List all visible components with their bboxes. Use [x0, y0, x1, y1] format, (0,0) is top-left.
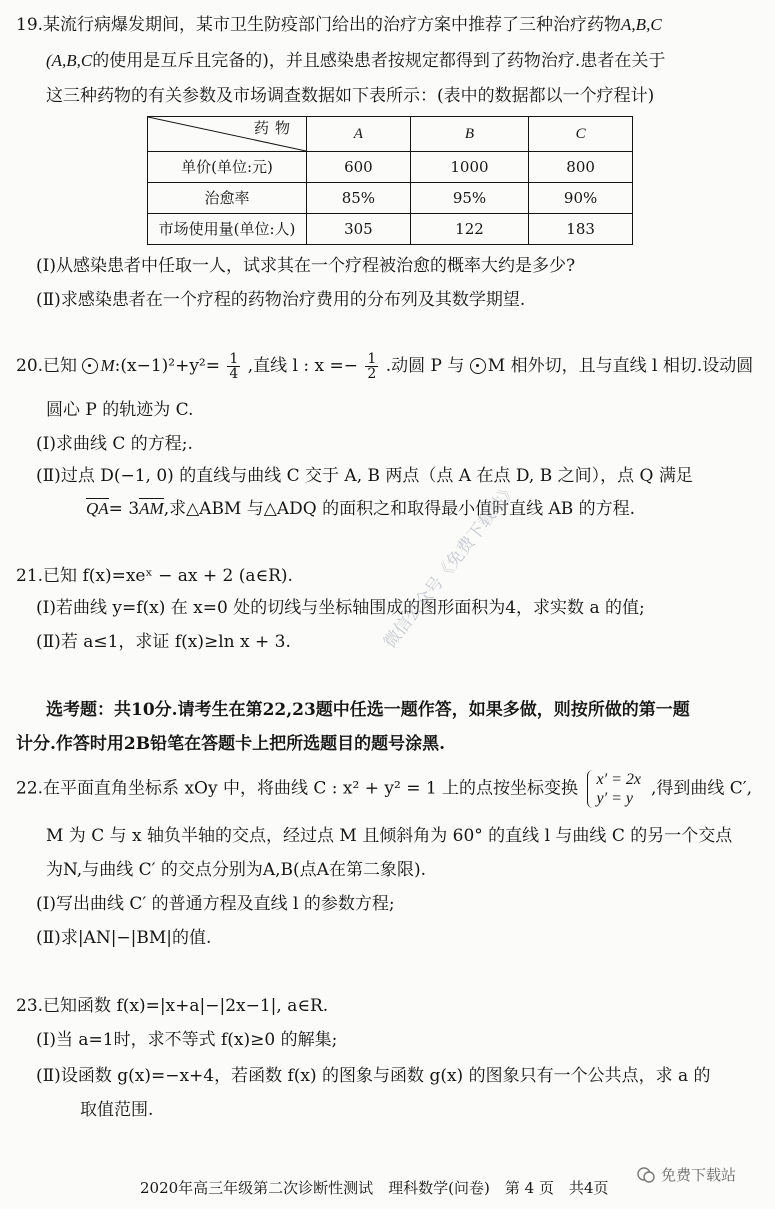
- vector-am: AM: [139, 499, 164, 518]
- circle-symbol-icon: [82, 358, 98, 374]
- q19-line1: 19.某流行病爆发期间，某市卫生防疫部门给出的治疗方案中推荐了三种治疗药物A,B,C: [16, 15, 662, 35]
- table-cell: 85%: [307, 183, 411, 214]
- fraction-quarter: $\frac{1}{4}$: [229, 351, 239, 382]
- table-corner-cell: 药物: [148, 117, 307, 152]
- optional-note-line2: 计分.作答时用2B铅笔在答题卡上把所选题目的题号涂黑.: [16, 734, 446, 754]
- q21-part2: (Ⅱ)若 a≤1，求证 f(x)≥ln x + 3.: [36, 632, 291, 652]
- table-cell: 600: [307, 152, 411, 183]
- table-cell: 305: [307, 214, 411, 245]
- q21-line1: 21.已知 f(x)=xeˣ − ax + 2 (a∈R).: [16, 566, 293, 586]
- optional-note-line1: 选考题：共10分.请考生在第22,23题中任选一题作答，如果多做，则按所做的第一题: [46, 700, 690, 720]
- fraction-half: $\frac{1}{2}$: [367, 351, 377, 382]
- logo: 免费下载站: [637, 1166, 736, 1185]
- q22-part2: (Ⅱ)求|AN|−|BM|的值.: [36, 928, 212, 948]
- q23-part1: (Ⅰ)当 a=1时，求不等式 f(x)≥0 的解集;: [36, 1030, 338, 1050]
- q23-part2b: 取值范围.: [80, 1100, 154, 1120]
- coordinate-transform-system: x′ = 2x y′ = y: [587, 770, 647, 808]
- table-row-label: 单价(单位:元): [148, 152, 307, 183]
- q19-line3: 这三种药物的有关参数及市场调查数据如下表所示：(表中的数据都以一个疗程计): [46, 86, 655, 106]
- vector-qa: QA: [86, 499, 109, 518]
- page-footer: 2020年高三年级第二次诊断性测试 理科数学(问卷) 第 4 页 共4页: [140, 1179, 609, 1197]
- q22-line1: 22.在平面直角坐标系 xOy 中，将曲线 C : x² + y² = 1 上的点按坐标变换 x′ = 2x y′ = y ,得到曲线 C′,: [16, 771, 753, 808]
- q22-line3: 为N,与曲线 C′ 的交点分别为A,B(点A在第二象限).: [46, 860, 426, 880]
- table-row: [148, 183, 633, 214]
- watermark: 微信公众号《免费下载站》: [380, 479, 522, 653]
- q22-line2: M 为 C 与 x 轴负半轴的交点，经过点 M 且倾斜角为 60° 的直线 l 与曲线 C 的另一个交点: [46, 826, 733, 846]
- table-cell: 1000: [410, 152, 528, 183]
- q20-part2b: QA= 3AM,求△ABM 与△ADQ 的面积之和取得最小值时直线 AB 的方程.: [86, 499, 636, 519]
- q20-part2a: (Ⅱ)过点 D(−1, 0) 的直线与曲线 C 交于 A, B 两点（点 A 在点 D, B 之间），点 Q 满足: [36, 466, 693, 486]
- table-cell: 183: [529, 214, 633, 245]
- q19-part2: (Ⅱ)求感染患者在一个疗程的药物治疗费用的分布列及其数学期望.: [36, 290, 526, 310]
- q20-line2: 圆心 P 的轨迹为 C.: [46, 400, 194, 420]
- table-row: [148, 214, 633, 245]
- q19-part1: (Ⅰ)从感染患者中任取一人，试求其在一个疗程被治愈的概率大约是多少?: [36, 256, 576, 276]
- chat-bubble-icon: [637, 1166, 655, 1184]
- q23-part2: (Ⅱ)设函数 g(x)=−x+4，若函数 f(x) 的图象与函数 g(x) 的图象只有一个公共点，求 a 的: [36, 1066, 711, 1086]
- q23-line1: 23.已知函数 f(x)=|x+a|−|2x−1|, a∈R.: [16, 996, 329, 1016]
- table-row-label: 市场使用量(单位:人): [148, 214, 307, 245]
- table-header-row: [148, 117, 633, 152]
- table-col-header: C: [529, 117, 633, 152]
- q22-part1: (Ⅰ)写出曲线 C′ 的普通方程及直线 l 的参数方程;: [36, 894, 395, 914]
- q20-part1: (Ⅰ)求曲线 C 的方程;.: [36, 434, 193, 454]
- table-col-header: A: [307, 117, 411, 152]
- table-col-header: B: [410, 117, 528, 152]
- table-cell: 95%: [410, 183, 528, 214]
- table-row: [148, 152, 633, 183]
- q19-line2: (A,B,C的使用是互斥且完备的)，并且感染患者按规定都得到了药物治疗.患者在关于: [46, 51, 666, 71]
- q21-part1: (Ⅰ)若曲线 y=f(x) 在 x=0 处的切线与坐标轴围成的图形面积为4，求实数 a 的值;: [36, 598, 645, 618]
- table-cell: 800: [529, 152, 633, 183]
- table-cell: 90%: [529, 183, 633, 214]
- table-cell: 122: [410, 214, 528, 245]
- drug-table: [147, 116, 633, 245]
- q20-line1: 20.已知 M:(x−1)²+y²= $\frac{1}{4}$ ,直线 l : x =− $\frac{1}{2}$ .动圆 P 与 M 相外切，且与直线 l 相切.设动圆: [16, 351, 754, 382]
- table-row-label: 治愈率: [148, 183, 307, 214]
- circle-symbol-icon: [470, 358, 486, 374]
